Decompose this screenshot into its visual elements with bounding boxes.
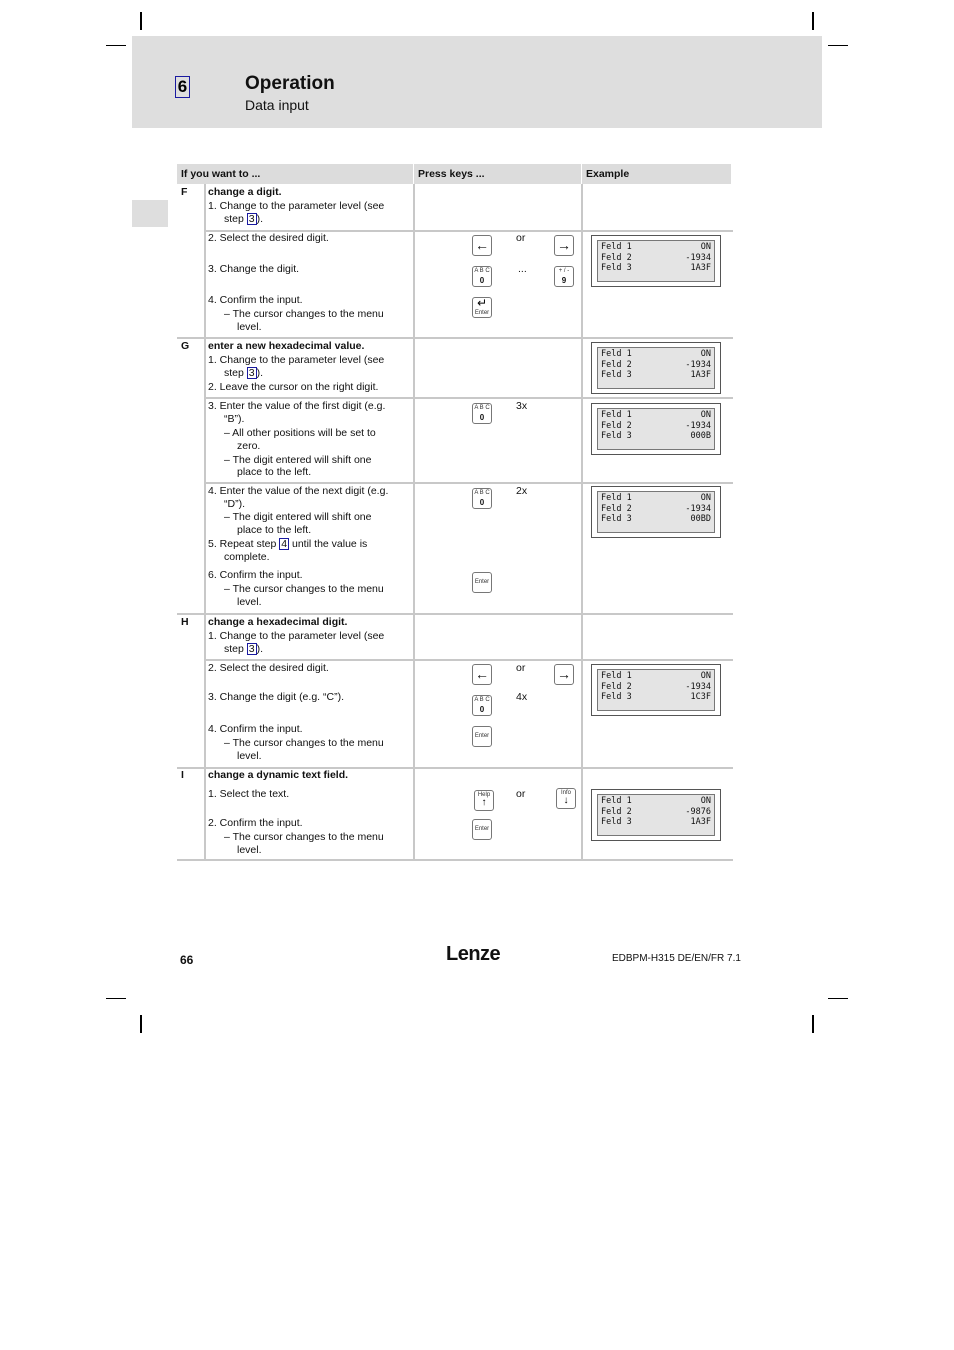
table-divider [177,613,733,615]
key-0-abc[interactable]: A B C 0 [472,488,492,509]
help-key[interactable]: Help ↑ [474,790,494,811]
step-link[interactable]: 3 [248,367,255,379]
key-0-abc[interactable]: A B C 0 [472,266,492,287]
lenze-logo: Lenze [446,943,501,965]
or-label: or [516,788,526,800]
step-text: 2. Select the desired digit. [208,232,329,244]
side-tab [132,200,168,227]
crop-mark [828,45,848,46]
crop-mark [828,998,848,999]
table-divider [177,337,733,339]
or-label: or [516,662,526,674]
press-count: 4x [516,691,528,703]
step-text: step 3 ). [224,367,264,379]
step-text: 4. Enter the value of the next digit (e.g. [208,485,389,497]
table-divider [413,184,415,860]
row-letter-g: G [181,340,190,352]
lcd-display: Feld 1 ON Feld 2 -9876 Feld 3 1A3F [591,789,721,841]
step-text: level. [237,844,262,856]
step-text: 5. Repeat step 4 until the value is [208,538,368,550]
crop-mark [106,45,126,46]
info-key[interactable]: Info ↓ [556,788,576,809]
step-text: 4. Confirm the input. [208,294,303,306]
left-arrow-key[interactable]: ← [472,235,492,256]
lcd-display: Feld 1 ON Feld 2 -1934 Feld 3 1A3F [591,235,721,287]
step-text: – The cursor changes to the menu [224,583,384,595]
step-link[interactable]: 3 [248,643,255,655]
crop-mark [812,12,814,30]
step-text: 4. Confirm the input. [208,723,303,735]
step-text: 2. Confirm the input. [208,817,303,829]
section-g-title: enter a new hexadecimal value. [208,340,365,352]
key-0-abc[interactable]: A B C 0 [472,403,492,424]
page-subtitle: Data input [245,97,309,113]
step-text: – All other positions will be set to [224,427,376,439]
step-text: – The digit entered will shift one [224,511,372,523]
right-arrow-key[interactable]: → [554,664,574,685]
left-arrow-key[interactable]: ← [472,664,492,685]
step-text: 1. Change to the parameter level (see [208,354,385,366]
step-text: level. [237,750,262,762]
key-0-abc[interactable]: A B C 0 [472,695,492,716]
step-text: 1. Select the text. [208,788,290,800]
step-text: 3. Enter the value of the first digit (e.g. [208,400,386,412]
col-header-example: Example [582,164,731,184]
step-text: 1. Change to the parameter level (see [208,200,385,212]
document-id: EDBPM-H315 DE/EN/FR 7.1 [612,953,741,964]
step-text: place to the left. [237,524,312,536]
step-text: – The cursor changes to the menu [224,737,384,749]
step-text: “D”). [224,498,245,510]
press-count: 2x [516,485,528,497]
section-h-title: change a hexadecimal digit. [208,616,348,628]
step-text: complete. [224,551,270,563]
lcd-display: Feld 1 ON Feld 2 -1934 Feld 3 00BD [591,486,721,538]
table-divider [205,482,733,484]
step-text: 1. Change to the parameter level (see [208,630,385,642]
step-text: – The digit entered will shift one [224,454,372,466]
step-text: “B”). [224,413,245,425]
lcd-display: Feld 1 ON Feld 2 -1934 Feld 3 1A3F [591,342,721,394]
step-link[interactable]: 3 [248,213,255,225]
chapter-number[interactable]: 6 [175,76,190,98]
step-text: 2. Select the desired digit. [208,662,329,674]
enter-key[interactable]: Enter [472,819,492,840]
section-f-title: change a digit. [208,186,282,198]
row-letter-i: I [181,769,184,781]
step-text: step 3 ). [224,643,264,655]
step-text: 2. Leave the cursor on the right digit. [208,381,379,393]
page-title: Operation [245,73,335,94]
col-header-want: If you want to ... [177,164,413,184]
table-divider [581,184,583,860]
step-text: zero. [237,440,261,452]
step-text: 3. Change the digit. [208,263,300,275]
step-link[interactable]: 4 [281,538,288,550]
right-arrow-key[interactable]: → [554,235,574,256]
row-letter-h: H [181,616,189,628]
crop-mark [140,12,142,30]
crop-mark [812,1015,814,1033]
section-i-title: change a dynamic text field. [208,769,349,781]
step-text: place to the left. [237,466,312,478]
col-header-keys: Press keys ... [414,164,581,184]
ellipsis-label: ... [518,263,527,275]
step-text: 6. Confirm the input. [208,569,303,581]
enter-key[interactable]: Enter [472,726,492,747]
or-label: or [516,232,526,244]
table-divider [205,659,733,661]
step-text: level. [237,596,262,608]
step-text: level. [237,321,262,333]
enter-key[interactable]: Enter [472,572,492,593]
crop-mark [106,998,126,999]
step-text: 3. Change the digit (e.g. “C”). [208,691,344,703]
step-text: – The cursor changes to the menu [224,831,384,843]
step-text: – The cursor changes to the menu [224,308,384,320]
header-band [132,36,822,128]
step-text: step 3 ). [224,213,264,225]
page-number: 66 [180,953,194,967]
table-divider [177,859,733,861]
table-divider [204,184,206,860]
lcd-display: Feld 1 ON Feld 2 -1934 Feld 3 1C3F [591,664,721,716]
row-letter-f: F [181,186,188,198]
lcd-display: Feld 1 ON Feld 2 -1934 Feld 3 000B [591,403,721,455]
crop-mark [140,1015,142,1033]
enter-key[interactable]: ↵ Enter [472,297,492,318]
press-count: 3x [516,400,528,412]
key-9-plusminus[interactable]: + / - 9 [554,266,574,287]
table-divider [205,397,733,399]
